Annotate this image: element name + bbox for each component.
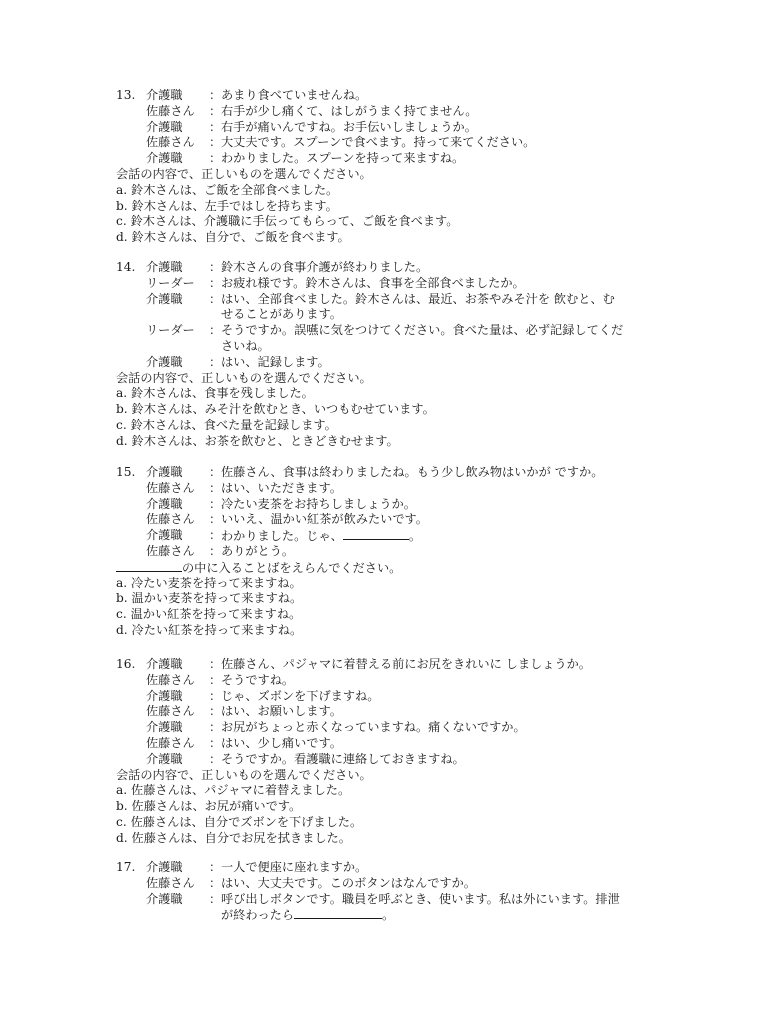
option-a: a. 鈴木さんは、ご飯を全部食べました。 xyxy=(116,182,339,197)
utterance-text: わかりました。じゃ、 xyxy=(221,529,343,544)
colon: ： xyxy=(209,291,222,306)
utterance-text: 右手が痛いんですね。お手伝いしましょうか。 xyxy=(221,119,477,134)
colon: ： xyxy=(209,860,222,874)
utterance-text: お疲れ様です。鈴木さんは、食事を全部食べましたか。 xyxy=(221,275,525,290)
option-d: d. 冷たい紅茶を持って来ますね。 xyxy=(116,622,303,637)
dialogue-line xyxy=(116,292,756,308)
utterance-continuation: が終わったら xyxy=(221,908,295,923)
dialogue-line xyxy=(116,720,756,736)
colon: ： xyxy=(209,657,222,671)
option-c: c. 鈴木さんは、介護職に手伝ってもらって、ご飯を食べます。 xyxy=(116,214,459,229)
answer-option[interactable] xyxy=(116,815,756,831)
answer-option[interactable] xyxy=(116,783,756,799)
dialogue-continuation xyxy=(116,907,756,923)
option-a: a. 冷たい麦茶を持って来ますね。 xyxy=(116,575,302,590)
option-d: d. 佐藤さんは、自分でお尻を拭きました。 xyxy=(116,830,351,845)
dialogue-line xyxy=(116,260,756,276)
dialogue-line xyxy=(116,104,756,120)
question-15 xyxy=(116,465,756,639)
colon: ： xyxy=(209,260,222,274)
answer-option[interactable] xyxy=(116,214,756,230)
utterance-text: 大丈夫です。スプーンで食べます。持って来てください。 xyxy=(221,135,536,150)
dialogue-line xyxy=(116,497,756,513)
colon: ： xyxy=(209,135,222,150)
question-prompt: 会話の内容で、正しいものを選んでください。 xyxy=(116,166,372,181)
colon: ： xyxy=(209,735,222,750)
utterance-end: 。 xyxy=(382,908,395,923)
colon: ： xyxy=(209,496,222,511)
utterance-text: そうですか。看護職に連絡しておきますね。 xyxy=(221,751,465,766)
utterance-text: わかりました。スプーンを持って来ますね。 xyxy=(221,151,465,166)
answer-option[interactable] xyxy=(116,576,756,592)
option-b: b. 鈴木さんは、左手ではしを持ちます。 xyxy=(116,198,338,213)
colon: ： xyxy=(209,875,222,890)
answer-option[interactable] xyxy=(116,402,756,418)
utterance-text: はい、いただきます。 xyxy=(221,480,342,495)
colon: ： xyxy=(209,275,222,290)
utterance-text: いいえ、温かい紅茶が飲みたいです。 xyxy=(221,512,428,527)
utterance-end: 。 xyxy=(408,529,422,544)
answer-option[interactable] xyxy=(116,183,756,199)
utterance-text: 一人で便座に座れますか。 xyxy=(221,860,368,874)
colon: ： xyxy=(209,323,222,338)
question-16 xyxy=(116,657,756,847)
utterance-text: そうですね。 xyxy=(221,672,295,687)
utterance-text: じゃ、ズボンを下げますね。 xyxy=(221,688,380,703)
option-c: c. 温かい紅茶を持って来ますね。 xyxy=(116,607,302,622)
dialogue-continuation xyxy=(116,307,756,323)
dialogue-line xyxy=(116,860,756,876)
utterance-text: はい、全部食べました。鈴木さんは、最近、お茶やみそ汁を 飲むと、む xyxy=(221,291,615,306)
utterance-text: はい、記録します。 xyxy=(221,354,330,369)
answer-option[interactable] xyxy=(116,607,756,623)
speaker-label: 介護職 xyxy=(146,528,183,543)
prompt-line xyxy=(116,560,756,576)
utterance-with-blank xyxy=(221,907,394,924)
prompt-line xyxy=(116,768,756,784)
colon: ： xyxy=(209,543,222,558)
colon: ： xyxy=(209,528,222,543)
utterance-continuation: せることがあります。 xyxy=(221,307,342,322)
question-14 xyxy=(116,260,756,450)
answer-option[interactable] xyxy=(116,799,756,815)
answer-option[interactable] xyxy=(116,386,756,402)
speaker-label: 佐藤さん xyxy=(146,135,195,150)
dialogue-line xyxy=(116,892,756,908)
speaker-label: 介護職 xyxy=(146,657,183,671)
speaker-label: リーダー xyxy=(146,275,195,290)
speaker-label: 佐藤さん xyxy=(146,480,195,495)
question-prompt-with-blank xyxy=(116,560,401,577)
colon: ： xyxy=(209,672,222,687)
dialogue-line xyxy=(116,355,756,371)
dialogue-line xyxy=(116,135,756,151)
option-c: c. 鈴木さんは、食べた量を記録します。 xyxy=(116,417,337,432)
dialogue-line xyxy=(116,323,756,339)
speaker-label: 佐藤さん xyxy=(146,543,195,558)
colon: ： xyxy=(209,354,222,369)
speaker-label: 佐藤さん xyxy=(146,103,195,118)
dialogue-line xyxy=(116,657,756,673)
answer-option[interactable] xyxy=(116,831,756,847)
utterance-text: ありがとう。 xyxy=(221,543,295,558)
dialogue-line xyxy=(116,704,756,720)
prompt-line xyxy=(116,167,756,183)
dialogue-line xyxy=(116,465,756,481)
answer-option[interactable] xyxy=(116,418,756,434)
colon: ： xyxy=(209,88,222,102)
answer-option[interactable] xyxy=(116,591,756,607)
option-b: b. 温かい麦茶を持って来ますね。 xyxy=(116,591,303,606)
speaker-label: 佐藤さん xyxy=(146,672,195,687)
speaker-label: 介護職 xyxy=(146,354,183,369)
option-d: d. 鈴木さんは、お茶を飲むと、ときどきむせます。 xyxy=(116,433,399,448)
colon: ： xyxy=(209,151,222,166)
dialogue-line xyxy=(116,528,756,544)
answer-blank xyxy=(294,907,382,919)
answer-blank xyxy=(343,528,409,540)
dialogue-line xyxy=(116,673,756,689)
speaker-label: 介護職 xyxy=(146,88,183,102)
utterance-text: 鈴木さんの食事介護が終わりました。 xyxy=(221,260,429,274)
colon: ： xyxy=(209,751,222,766)
utterance-text: 佐藤さん、パジャマに着替える前にお尻をきれいに しましょうか。 xyxy=(221,657,591,671)
utterance-continuation: さいね。 xyxy=(221,338,270,353)
speaker-label: 佐藤さん xyxy=(146,875,195,890)
question-17 xyxy=(116,860,756,923)
colon: ： xyxy=(209,119,222,134)
answer-blank xyxy=(116,560,182,572)
option-b: b. 佐藤さんは、お尻が痛いです。 xyxy=(116,799,302,814)
utterance-text: 冷たい麦茶をお持ちしましょうか。 xyxy=(221,496,416,511)
speaker-label: 佐藤さん xyxy=(146,704,195,719)
speaker-label: 介護職 xyxy=(146,891,183,906)
utterance-text: あまり食べていませんね。 xyxy=(221,88,368,102)
prompt-line xyxy=(116,371,756,387)
answer-option[interactable] xyxy=(116,199,756,215)
dialogue-line xyxy=(116,689,756,705)
dialogue-line xyxy=(116,512,756,528)
dialogue-line xyxy=(116,481,756,497)
utterance-with-blank xyxy=(221,528,421,545)
colon: ： xyxy=(209,512,222,527)
answer-option[interactable] xyxy=(116,434,756,450)
dialogue-line xyxy=(116,151,756,167)
utterance-text: そうですか。誤嚥に気をつけてください。食べた量は、必ず記録してくだ xyxy=(221,323,624,338)
utterance-text: 右手が少し痛くて、はしがうまく持てません。 xyxy=(221,103,478,118)
question-13 xyxy=(116,88,756,246)
speaker-label: 佐藤さん xyxy=(146,512,195,527)
utterance-text: 佐藤さん、食事は終わりましたね。もう少し飲み物はいかが ですか。 xyxy=(221,465,604,479)
utterance-text: 呼び出しボタンです。職員を呼ぶとき、使います。私は外にいます。排泄 xyxy=(221,891,620,906)
question-number: 15. xyxy=(116,465,136,479)
colon: ： xyxy=(209,480,222,495)
question-number: 16. xyxy=(116,657,136,671)
answer-option[interactable] xyxy=(116,230,756,246)
speaker-label: 介護職 xyxy=(146,465,183,479)
option-a: a. 佐藤さんは、パジャマに着替えました。 xyxy=(116,783,351,798)
speaker-label: 介護職 xyxy=(146,260,183,274)
utterance-text: お尻がちょっと赤くなっていますね。痛くないですか。 xyxy=(221,720,526,735)
option-d: d. 鈴木さんは、自分で、ご飯を食べます。 xyxy=(116,230,350,245)
utterance-text: はい、少し痛いです。 xyxy=(221,735,342,750)
answer-option[interactable] xyxy=(116,623,756,639)
dialogue-line xyxy=(116,876,756,892)
speaker-label: 介護職 xyxy=(146,860,183,874)
option-a: a. 鈴木さんは、食事を残しました。 xyxy=(116,386,314,401)
dialogue-continuation xyxy=(116,339,756,355)
speaker-label: 介護職 xyxy=(146,151,183,166)
option-c: c. 佐藤さんは、自分でズボンを下げました。 xyxy=(116,814,363,829)
dialogue-line xyxy=(116,276,756,292)
colon: ： xyxy=(209,688,222,703)
colon: ： xyxy=(209,891,222,906)
dialogue-line xyxy=(116,120,756,136)
colon: ： xyxy=(209,465,222,479)
dialogue-line xyxy=(116,88,756,104)
option-b: b. 鈴木さんは、みそ汁を飲むとき、いつもむせています。 xyxy=(116,402,435,417)
dialogue-line xyxy=(116,736,756,752)
colon: ： xyxy=(209,704,222,719)
colon: ： xyxy=(209,720,222,735)
question-prompt: 会話の内容で、正しいものを選んでください。 xyxy=(116,767,372,782)
speaker-label: 介護職 xyxy=(146,720,183,735)
question-number: 17. xyxy=(116,860,136,874)
speaker-label: 介護職 xyxy=(146,751,183,766)
speaker-label: 介護職 xyxy=(146,119,183,134)
question-number: 13. xyxy=(116,88,136,102)
question-prompt: 会話の内容で、正しいものを選んでください。 xyxy=(116,370,372,385)
question-number: 14. xyxy=(116,260,136,274)
speaker-label: 介護職 xyxy=(146,291,183,306)
colon: ： xyxy=(209,103,222,118)
speaker-label: 介護職 xyxy=(146,688,183,703)
dialogue-line xyxy=(116,544,756,560)
utterance-text: はい、お願いします。 xyxy=(221,704,342,719)
speaker-label: 佐藤さん xyxy=(146,735,195,750)
utterance-text: はい、大丈夫です。このボタンはなんですか。 xyxy=(221,875,476,890)
dialogue-line xyxy=(116,752,756,768)
speaker-label: 介護職 xyxy=(146,496,183,511)
speaker-label: リーダー xyxy=(146,323,195,338)
question-prompt: の中に入ることばをえらんでください。 xyxy=(182,560,402,575)
